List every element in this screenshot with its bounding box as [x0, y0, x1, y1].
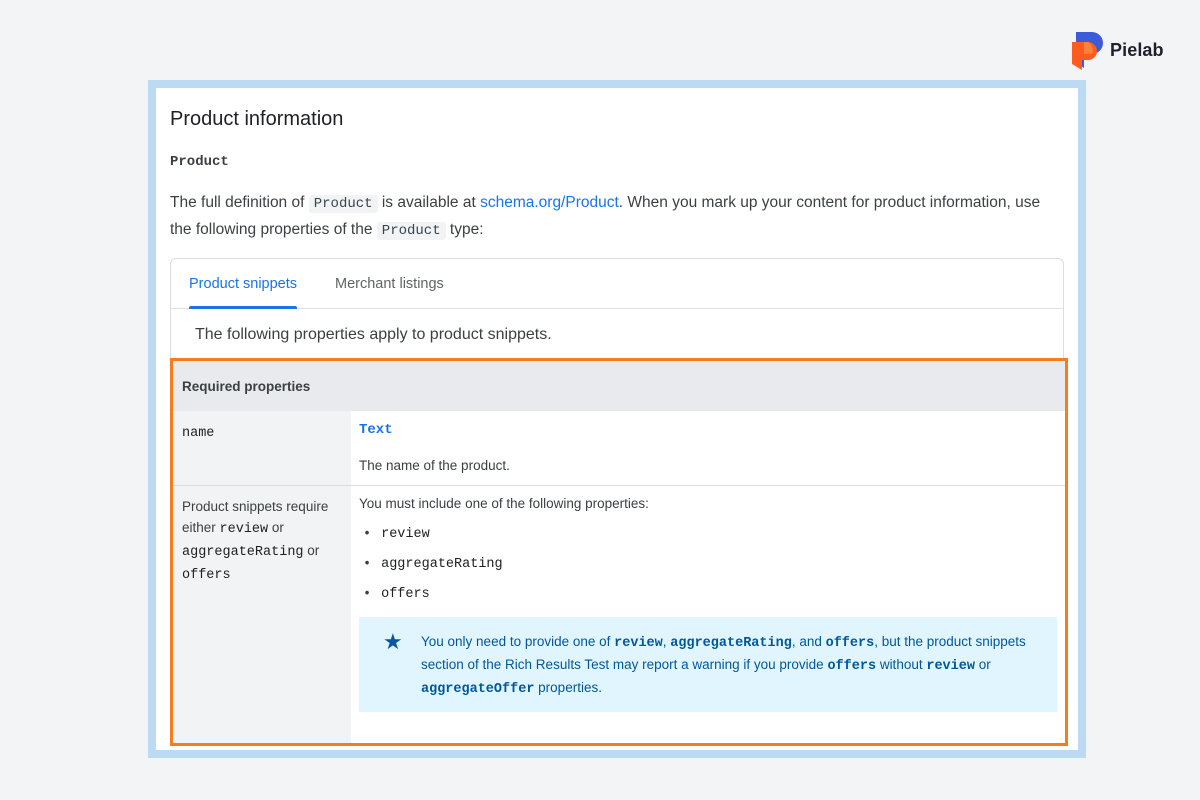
note-text: , and [791, 634, 826, 649]
star-icon: ★ [383, 629, 403, 654]
intro-paragraph [170, 190, 1050, 244]
table-header: Required properties [173, 361, 1065, 411]
list-item: • aggregateRating [359, 557, 1057, 572]
cell-text: or [268, 520, 284, 535]
tabs-panel [170, 258, 1064, 368]
brand-name: Pielab [1110, 39, 1164, 60]
inline-code: offers [825, 636, 875, 651]
inline-code: review [219, 522, 269, 537]
table-row [173, 411, 1065, 486]
page-title: Product information [170, 108, 344, 130]
intro-text: type: [445, 221, 484, 238]
property-name: name [182, 426, 215, 441]
screenshot-frame [148, 80, 1086, 758]
note-text: or [974, 657, 991, 672]
inline-code: Product [309, 195, 378, 213]
cell-text: or [303, 543, 320, 558]
inline-code: review [614, 636, 663, 651]
property-name-cell [173, 486, 351, 743]
tab-bar [171, 259, 1063, 309]
pielab-logo-icon [1068, 28, 1106, 72]
inline-code: aggregateOffer [421, 682, 535, 697]
property-detail-cell [351, 411, 1065, 485]
inline-code: offers [182, 568, 231, 583]
list-item: • review [359, 527, 1057, 542]
schema-org-link[interactable]: schema.org/Product [480, 194, 619, 211]
tab-merchant-listings[interactable]: Merchant listings [335, 276, 444, 292]
list-item: • offers [359, 587, 1057, 602]
note-text: properties. [534, 680, 602, 695]
note-text: without [876, 657, 927, 672]
inline-code: offers [827, 659, 877, 674]
options-intro: You must include one of the following properties: [359, 496, 649, 511]
info-note [359, 617, 1057, 712]
inline-code: aggregateRating [182, 545, 304, 560]
inline-code: review [926, 659, 975, 674]
type-text-link[interactable]: Text [359, 422, 393, 438]
intro-text: is available at [377, 194, 481, 211]
table-row [173, 486, 1065, 743]
property-detail-cell [351, 486, 1065, 743]
options-list [359, 527, 1057, 602]
note-text: You only need to provide one of [421, 634, 615, 649]
cell-text: Product snippets require either [182, 499, 329, 535]
note-text: , [662, 634, 671, 649]
property-name-cell [173, 411, 351, 485]
tab-description: The following properties apply to product snippets. [195, 326, 552, 343]
intro-text: . When you mark up your content for product information, use the following properties of the [170, 194, 1041, 238]
intro-text: The full definition of [170, 194, 309, 211]
brand-logo [1068, 28, 1164, 72]
doc-page [156, 88, 1078, 750]
section-subtitle: Product [170, 154, 229, 170]
inline-code: aggregateRating [670, 636, 792, 651]
tab-product-snippets[interactable]: Product snippets [189, 259, 297, 308]
note-text: , but the product snippets section of the Rich Results Test may report a warning if you provide [421, 634, 1026, 672]
property-description: The name of the product. [359, 458, 510, 473]
inline-code: Product [377, 222, 446, 240]
required-properties-table [170, 358, 1068, 746]
